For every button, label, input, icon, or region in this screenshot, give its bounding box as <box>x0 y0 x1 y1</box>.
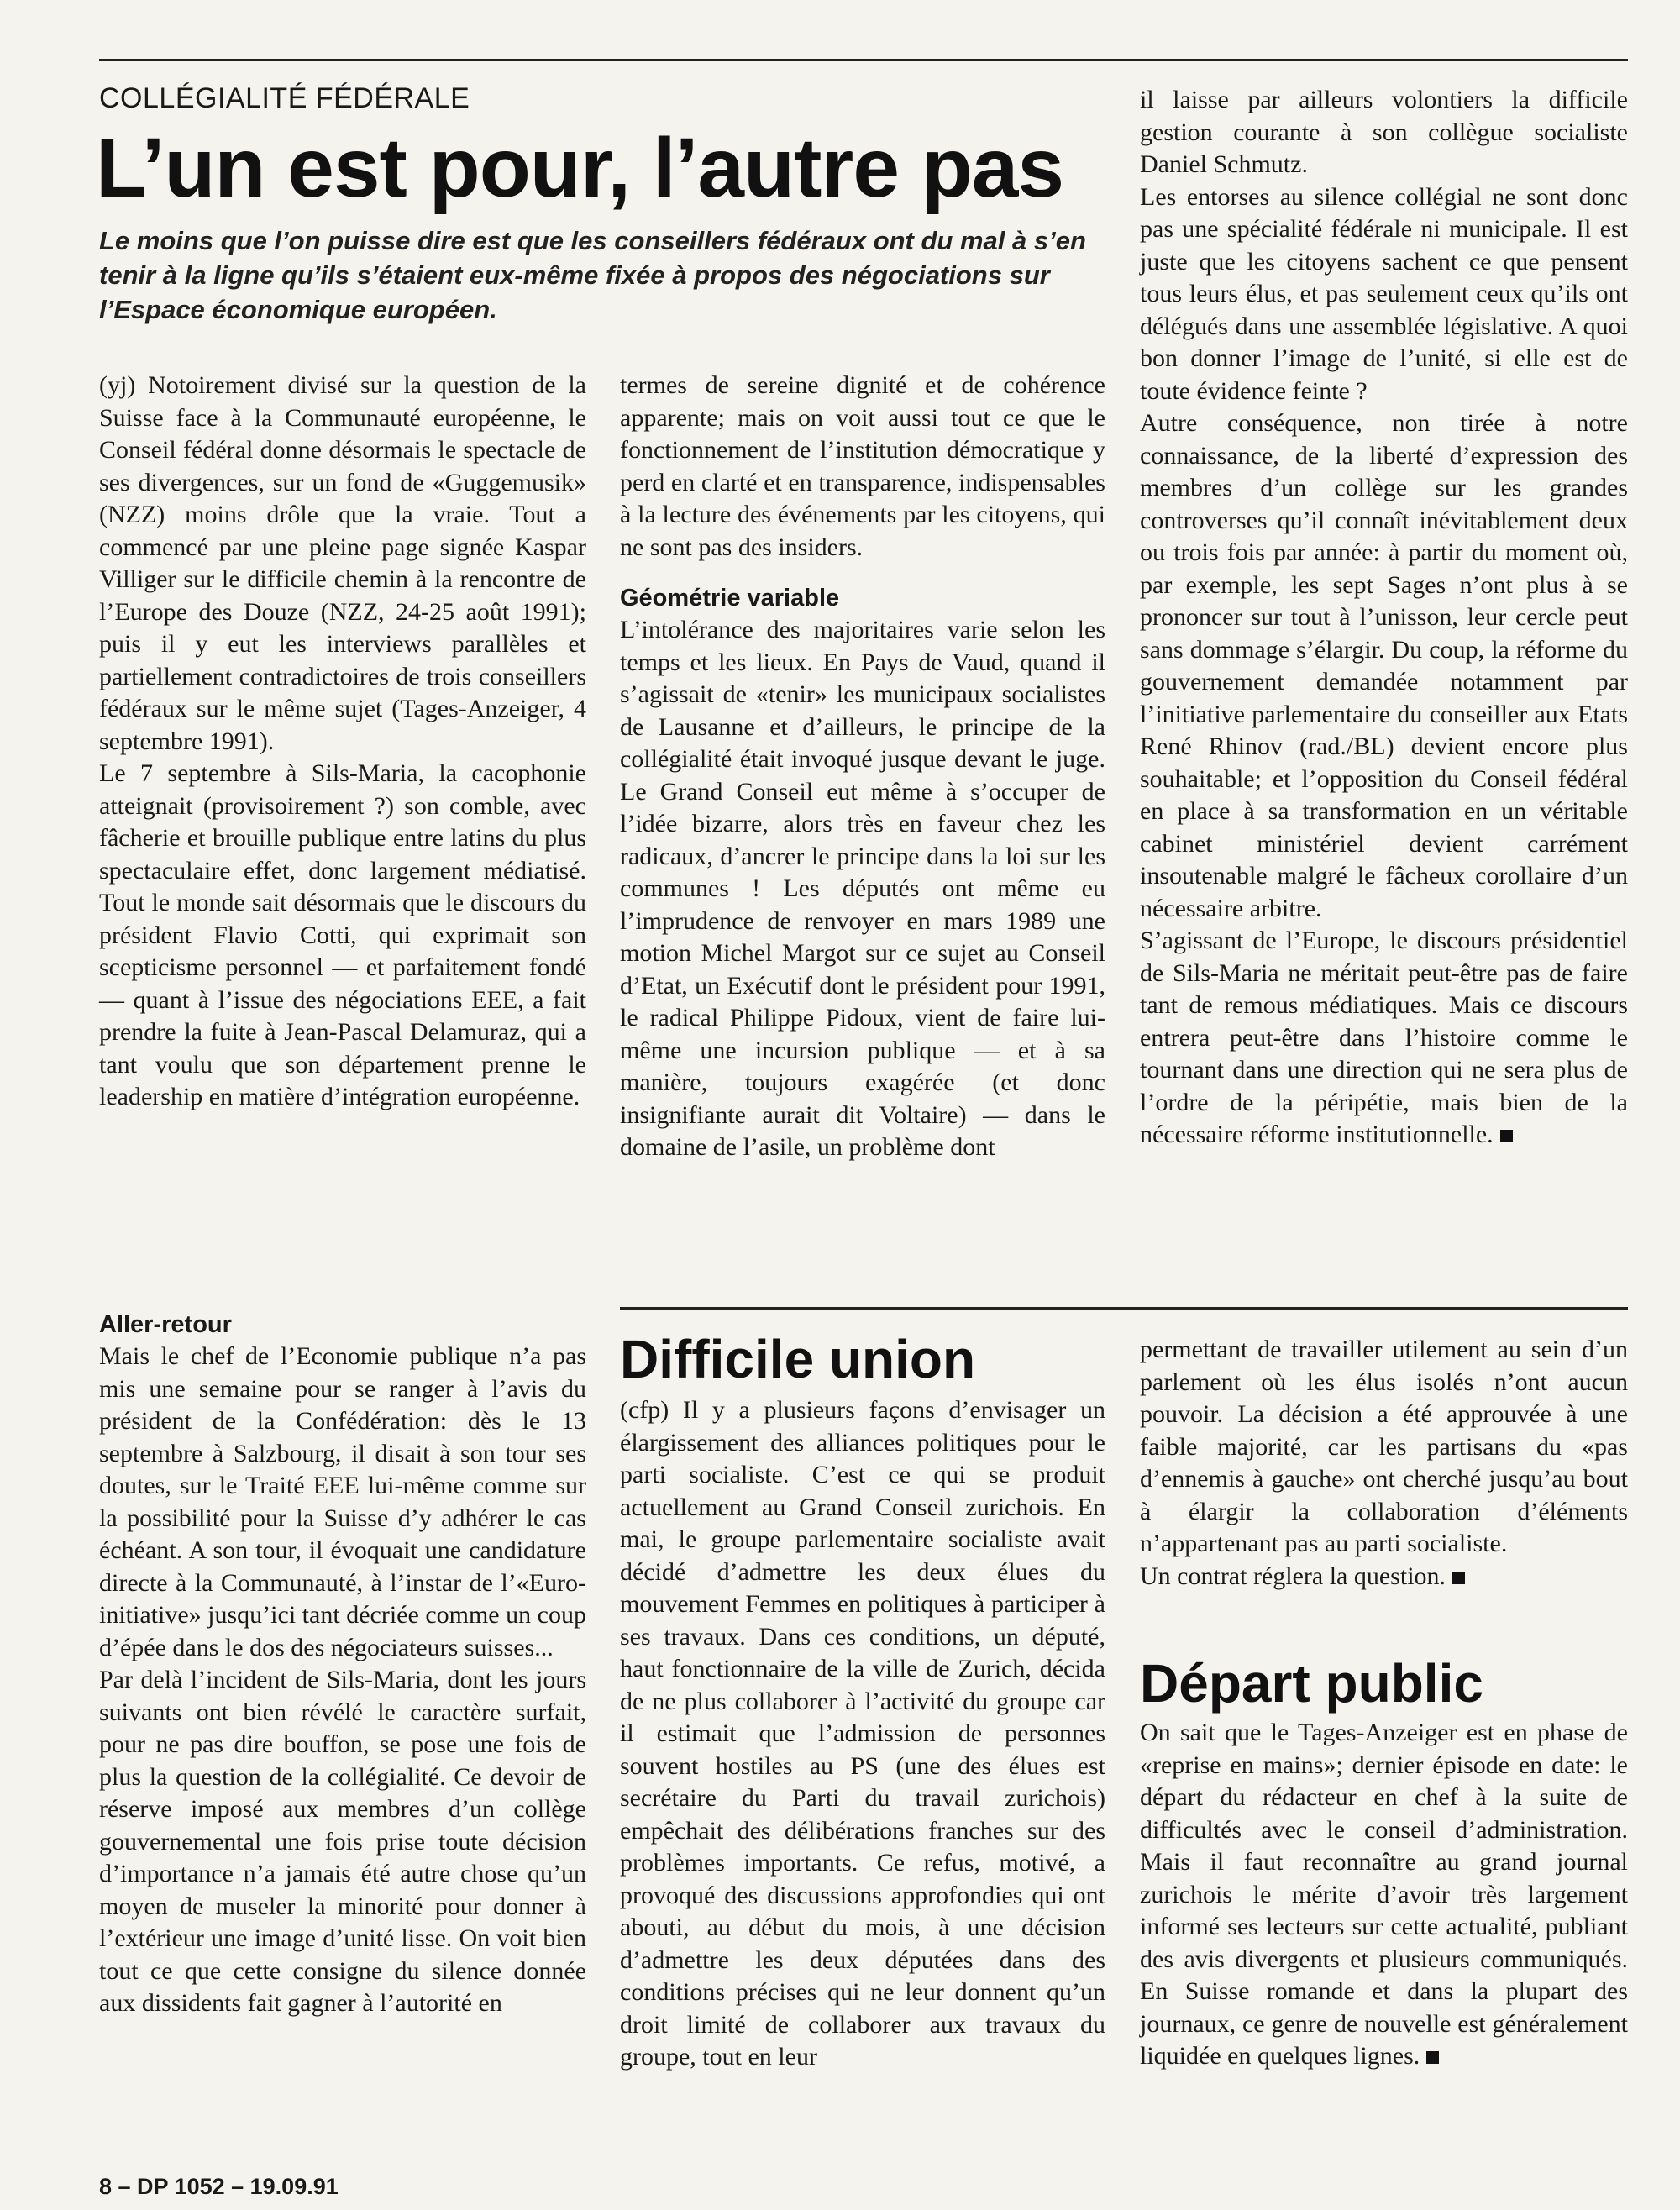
article2-rule <box>620 1307 1628 1310</box>
article1-column-2 <box>620 370 1105 1164</box>
headline: L’un est pour, l’autre pas <box>96 121 1064 215</box>
article1-paragraph: (yj) Notoirement divisé sur la question de la Suisse face à la Communauté européenne, le Conseil fédéral donne désormais le spectacle de ses divergences, sur un fond de «Guggemusik» (NZZ) moins drôle que la vraie. Tout a commencé par une pleine page signée Kaspar Villiger sur le difficile chemin à la rencontre de l’Europe des Douze (NZZ, 24-25 août 1991); puis il y eut les interviews parallèles et partiellement contradictoires de trois conseillers fédéraux sur le même sujet (Tages-Anzeiger, 4 septembre 1991). <box>99 371 586 755</box>
article2-column-3 <box>1140 1334 1628 1593</box>
article1-paragraph: Par delà l’incident de Sils-Maria, dont les jours suivants ont bien révélé le caractère surfait, pour ne pas dire bouffon, se pose une fois de plus la question de la collégialité. Ce devoir de réserve imposé aux membres d’un collège gouvernemental une fois prise toute décision d’importance n’a jamais été autre chose qu’un moyen de museler la minorité pour donner à l’extérieur une image d’unité lisse. On voit bien tout ce que cette consigne du silence donnée aux dissidents fait gagner à l’autorité en <box>99 1666 586 2017</box>
article3-paragraph <box>1140 1717 1628 2073</box>
article1-paragraph: il laisse par ailleurs volontiers la difficile gestion courante à son collègue socialiste Daniel Schmutz. <box>1140 86 1628 178</box>
article1-last-text: S’agissant de l’Europe, le discours présidentiel de Sils-Maria ne méritait peut-être pas de faire tant de remous médiatiques. Mais ce discours entrera peut-être dans l’histoire comme le tournant dans une direction qui ne sera plus de l’ordre de la péripétie, mais bien de la nécessaire réforme institutionnelle. <box>1140 927 1628 1148</box>
article1-paragraph: termes de sereine dignité et de cohérence apparente; mais on voit aussi tout ce que le fonctionnement de l’institution démocratique y perd en clarté et en transparence, indispensables à la lecture des événements par les citoyens, qui ne sont pas des insiders. <box>620 371 1105 561</box>
article1-paragraph: Autre conséquence, non tirée à notre connaissance, de la liberté d’expression des membres d’un collège sur les grandes controverses qu’il connaît inévitablement deux ou trois fois par année: à partir du moment où, par exemple, les sept Sages n’ont plus à se prononcer sur tout à l’unisson, leur cercle peut sans dommage s’élargir. Du coup, la réforme du gouvernement demandée notamment par l’initiative parlementaire du conseiller aux Etats René Rhinov (rad./BL) devient encore plus souhaitable; et l’opposition du Conseil fédéral en place à sa transformation en un véritable cabinet ministériel devient carrément insoutenable malgré le fâcheux corollaire d’un nécessaire arbitre. <box>1140 409 1628 922</box>
end-of-article-mark <box>1426 2051 1439 2064</box>
article1-paragraph <box>1140 925 1628 1152</box>
article1-paragraph: L’intolérance des majoritaires varie selon les temps et les lieux. En Pays de Vaud, quand il s’agissait de «tenir» les municipaux socialistes de Lausanne et d’ailleurs, le principe de la collégialité était invoqué jusque devant le juge. Le Grand Conseil eut même à s’occuper de l’idée bizarre, alors très en faveur chez les radicaux, d’ancrer le principe dans la loi sur les communes ! Les députés ont même eu l’imprudence de renvoyer en mars 1989 une motion Michel Margot sur ce sujet au Conseil d’Etat, un Exécutif dont le président pour 1991, le radical Philippe Pidoux, vient de faire lui-même une incursion publique — et à sa manière, toujours exagérée (et donc insignifiante aurait dit Voltaire) — dans le domaine de l’asile, un problème dont <box>620 616 1105 1161</box>
article1-paragraph: Le 7 septembre à Sils-Maria, la cacophonie atteignait (provisoirement ?) son comble, avec fâcherie et brouille publique entre latins du plus spectaculaire effet, donc largement médiatisé. Tout le monde sait désormais que le discours du président Flavio Cotti, qui exprimait son scepticisme personnel — et parfaitement fondé — quant à l’issue des négociations EEE, a fait prendre la fuite à Jean-Pascal Delamuraz, qui a tant voulu que son département prenne le leadership en matière d’intégration européenne. <box>99 759 586 1110</box>
kicker: COLLÉGIALITÉ FÉDÉRALE <box>99 82 470 114</box>
article2-paragraph: (cfp) Il y a plusieurs façons d’envisager un élargissement des alliances politiques pour le parti socialiste. C’est ce qui se produit actuellement au Grand Conseil zurichois. En mai, le groupe parlementaire socialiste avait décidé d’admettre les deux élues du mouvement Femmes en politiques à participer à ses travaux. Dans ces conditions, un député, haut fonctionnaire de la ville de Zurich, décida de ne plus collaborer à l’activité du groupe car il estimait que l’admission de personnes souvent hostiles au PS (une des élues est secrétaire du Parti du travail zurichois) empêchait des délibérations franches sur des problèmes importants. Ce refus, motivé, a provoqué des discussions approfondies qui ont abouti, au début du mois, à une décision d’admettre les deux députées dans des conditions précises qui ne leur donnent qu’un droit limité de collaborer aux travaux du groupe, tout en leur <box>620 1396 1105 2071</box>
page-footer: 8 – DP 1052 – 19.09.91 <box>99 2174 339 2199</box>
article1-column-1-lower <box>99 1309 586 2020</box>
article2-paragraph: permettant de travailler utilement au sein d’un parlement où les élus isolés n’ont aucun pouvoir. La décision a été approuvée à une faible majorité, car les partisans du «pas d’ennemis à gauche» ont cherché jusqu’au bout à élargir la collaboration d’éléments n’appartenant pas au parti socialiste. <box>1140 1336 1628 1557</box>
article3-text: On sait que le Tages-Anzeiger est en phase de «reprise en mains»; dernier épisode en date: le départ du rédacteur en chef à la suite de difficultés avec le conseil d’administration. Mais il faut reconnaître au grand journal zurichois le mérite d’avoir très largement informé ses lecteurs sur cette actualité, publiant des avis divergents et plusieurs communiqués. En Suisse romande et dans la plupart des journaux, ce genre de nouvelle est généralement liquidée en quelques lignes. <box>1140 1719 1628 2070</box>
article2-title: Difficile union <box>620 1329 976 1389</box>
article1-paragraph: Les entorses au silence collégial ne sont donc pas une spécialité fédérale ni municipale. Il est juste que les citoyens sachent ce que pensent tous leurs élus, et pas seulement ceux qu’ils ont délégués dans une assemblée législative. A quoi bon donner l’image de l’unité, si elle est de toute évidence feinte ? <box>1140 182 1628 405</box>
end-of-article-mark <box>1500 1130 1513 1142</box>
article1-paragraph: Mais le chef de l’Economie publique n’a pas mis une semaine pour se ranger à l’avis du président de la Confédération: dès le 13 septembre à Salzbourg, il disait à son tour ses doutes, sur le Traité EEE lui-même comme sur la possibilité pour la Suisse d’y adhérer le cas échéant. A son tour, il évoquait une candidature directe à la Communauté, à l’instar de l’«Euro-initiative» jusqu’ici tant décriée comme un coup d’épée dans le dos des négociateurs suisses... <box>99 1342 586 1661</box>
chapeau: Le moins que l’on puisse dire est que les conseillers fédéraux ont du mal à s’en tenir à la ligne qu’ils s’étaient eux-même fixée à propos des négociations sur l’Espace économique européen. <box>99 226 1086 324</box>
article1-column-1 <box>99 370 586 1114</box>
end-of-article-mark <box>1452 1572 1465 1584</box>
article2-paragraph <box>1140 1561 1628 1593</box>
subhead-aller-retour: Aller-retour <box>99 1311 232 1338</box>
top-rule <box>99 59 1628 61</box>
subhead-geometrie-variable: Géométrie variable <box>620 585 840 612</box>
article3-column <box>1140 1717 1628 2073</box>
article2-last-text: Un contrat réglera la question. <box>1140 1562 1446 1590</box>
article2-column-2 <box>620 1394 1105 2074</box>
article1-column-3 <box>1140 84 1628 1152</box>
article3-title: Départ public <box>1140 1653 1483 1714</box>
